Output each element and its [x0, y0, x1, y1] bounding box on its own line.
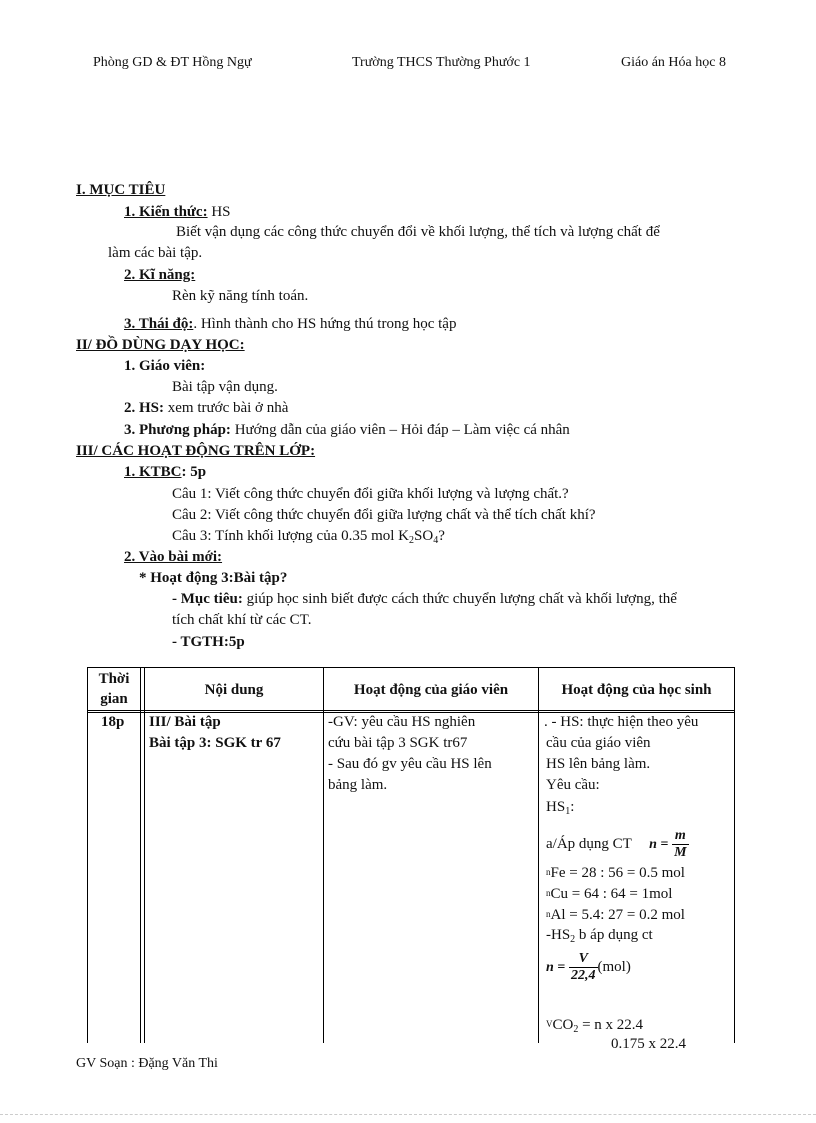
goal-text: giúp học sinh biết được cách thức chuyển lượng chất và khối lượng, thể: [242, 591, 677, 607]
ktbc-suffix: : 5p: [181, 464, 207, 480]
goal-line-1: [172, 590, 677, 608]
header-school: Trường THCS Thường Phước 1: [352, 55, 531, 70]
attitude-line: [124, 315, 456, 333]
attitude-text: . Hình thành cho HS hứng thú trong học tập: [193, 316, 457, 332]
header-department: Phòng GD & ĐT Hồng Ngự: [93, 55, 252, 70]
question-3: Câu 3: Tính khối lượng của 0.35 mol $K_2SO_4$?: [172, 528, 445, 546]
attitude-label: 3. Thái độ:: [124, 316, 194, 332]
ktbc-line: [124, 463, 206, 481]
al-result: nAl = 5.4: 27 = 0.2 mol: [546, 907, 685, 923]
section-1-title: I. MỤC TIÊU: [76, 182, 166, 198]
activity-title: * Hoạt động 3:Bài tập?: [139, 570, 288, 586]
row-teacher-2: cứu bài tập 3 SGK tr67: [328, 735, 468, 751]
row-student-1: . - HS: thực hiện theo yêu: [544, 714, 699, 730]
section-3-title: III/ CÁC HOẠT ĐỘNG TRÊN LỚP:: [76, 443, 316, 459]
section-2-title: II/ ĐỒ DÙNG DẠY HỌC:: [76, 337, 245, 353]
formula-2-line: n = $\frac{V}{22,4}$ (mol): [546, 951, 631, 984]
co2-volume: $VCO_2 = n$ x 22.4: [546, 1017, 644, 1035]
row-student-2: cầu của giáo viên: [546, 735, 651, 751]
goal-line-2: tích chất khí từ các CT.: [172, 612, 312, 628]
student-prep-label: 2. HS:: [124, 400, 165, 416]
row-student-4: Yêu cầu:: [546, 777, 600, 793]
student-prep-text: xem trước bài ở nhà: [164, 400, 289, 416]
knowledge-line: [124, 203, 231, 221]
row-time: 18p: [101, 714, 125, 730]
formula-1-line: a/Áp dụng CT n = $\frac{m}{M}$: [546, 828, 687, 861]
knowledge-text-1: Biết vận dụng các công thức chuyển đổi về khối lượng, thể tích và lượng chất để: [176, 224, 660, 240]
skill-label: 2. Kĩ năng:: [124, 267, 196, 283]
goal-label: - Mục tiêu:: [172, 591, 243, 607]
new-lesson-label: 2. Vào bài mới:: [124, 549, 223, 565]
teacher-prep-text: Bài tập vận dụng.: [172, 379, 278, 395]
header-time: Thời gian: [98, 671, 130, 707]
row-student-3: HS lên bảng làm.: [546, 756, 651, 772]
header-subject: Giáo án Hóa học 8: [621, 55, 726, 70]
formula-1-fraction: $\frac{m}{M}$: [674, 828, 687, 861]
knowledge-text-2: làm các bài tập.: [108, 245, 203, 261]
footer-author: GV Soạn : Đặng Văn Thi: [76, 1056, 218, 1071]
header-teacher: Hoạt động của giáo viên: [353, 682, 509, 698]
row-teacher-3: - Sau đó gv yêu cầu HS lên: [328, 756, 492, 772]
cu-result: nCu = 64 : 64 = 1mol: [546, 886, 673, 902]
header-content: Nội dung: [204, 682, 264, 698]
hs1-label: $HS_1$:: [546, 799, 575, 817]
fe-result: nFe = 28 : 56 = 0.5 mol: [546, 865, 685, 881]
header-student: Hoạt động của học sinh: [561, 682, 712, 698]
question-2: Câu 2: Viết công thức chuyển đổi giữa lượng chất và thể tích chất khí?: [172, 507, 596, 523]
method-text: Hướng dẫn của giáo viên – Hỏi đáp – Làm việc cá nhân: [230, 422, 570, 438]
tgth: - TGTH:5p: [172, 634, 245, 650]
cut-off-text: 0.175 x 22.4: [611, 1036, 686, 1052]
row-content-1: III/ Bài tập: [149, 714, 221, 730]
row-teacher-4: bảng làm.: [328, 777, 388, 793]
cut-off-row: [539, 1036, 734, 1052]
ktbc-label: 1. KTBC: [124, 464, 182, 480]
row-teacher-1: -GV: yêu cầu HS nghiên: [328, 714, 476, 730]
skill-text: Rèn kỹ năng tính toán.: [172, 288, 309, 304]
hs2-line: $-HS_2$ b áp dụng ct: [546, 927, 653, 945]
teacher-prep-label: 1. Giáo viên:: [124, 358, 206, 374]
page-bottom-divider: [0, 1114, 816, 1115]
method-label: 3. Phương pháp:: [124, 422, 231, 438]
student-prep-line: [124, 399, 288, 417]
knowledge-label: 1. Kiến thức:: [124, 204, 208, 220]
row-content-2: Bài tập 3: SGK tr 67: [149, 735, 281, 751]
question-1: Câu 1: Viết công thức chuyển đổi giữa khối lượng và lượng chất.?: [172, 486, 569, 502]
knowledge-suffix: HS: [207, 204, 231, 220]
formula-2-fraction: $\frac{V}{22,4}$: [571, 951, 596, 984]
method-line: [124, 421, 570, 439]
